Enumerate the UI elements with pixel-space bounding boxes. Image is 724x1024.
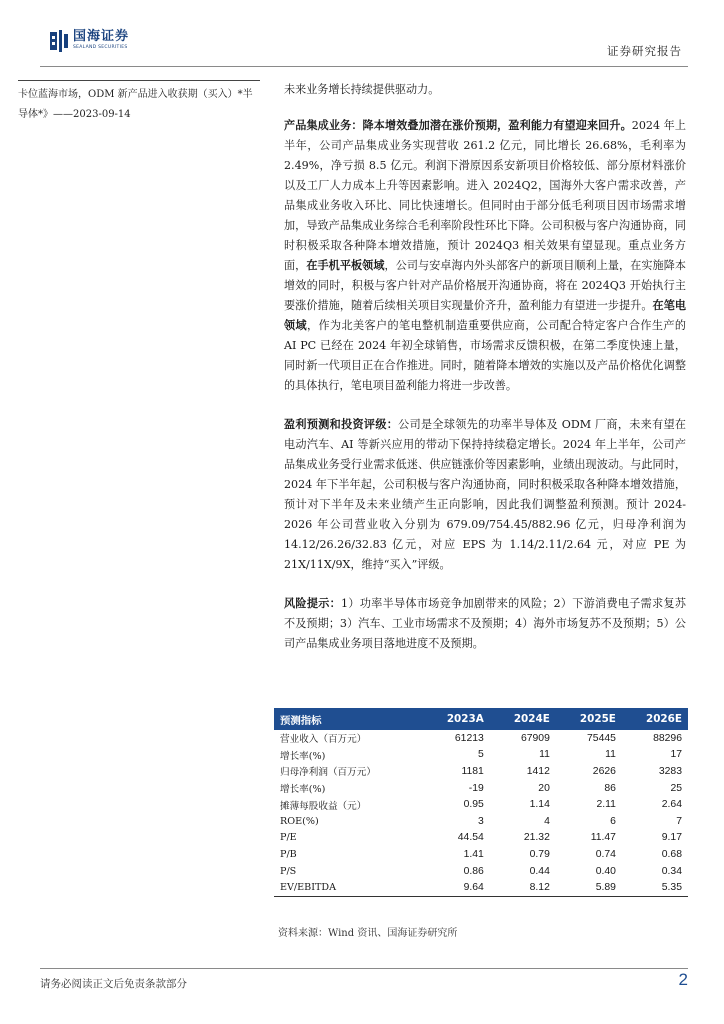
risk-heading: 风险提示：	[284, 597, 342, 610]
table-cell: 0.40	[595, 865, 616, 877]
table-cell: 44.54	[457, 832, 484, 844]
table-cell: 5.35	[622, 879, 688, 896]
disclaimer-note: 请务必阅读正文后免责条款部分	[40, 978, 187, 990]
table-cell: 1.14	[529, 799, 550, 811]
sidebar	[18, 80, 260, 125]
rating-text: 公司是全球领先的功率半导体及 ODM 厂商，未来有望在电动汽车、AI 等新兴应用的带动下保持持续稳定增长。2024 年上半年，公司产品集成业务受行业需求低迷、供应链涨价等因素影响，业绩出现波动。与此同时，2024 年下半年起，公司积极与客户沟通协商，同时积极采取各种降本增效措施，预计对下半年及未来业绩产生正向影响，因此我们调整盈利预测。预计 2024-2026 年公司营业收入分别为 679.09/754.45/882.96 亿元，归母净利润为 14.12/26.26/32.83 亿元，对应 EPS 为 1.14/2.11/2.64 元，对应 PE 为 21X/11X/9X，维持“买入”评级。	[284, 418, 686, 571]
table-cell: 21.32	[523, 832, 550, 844]
product-integration-text-c: ，作为北美客户的笔电整机制造重要供应商，公司配合特定客户合作生产的 AI PC 已经在 2024 年初全球销售，市场需求反馈积极，在第二季度快速上量，同时新一代项目正在合作推进。同时，随着降本增效的实施以及产品价格优化调整的具体执行，笔电项目盈利能力将进一步改善。	[284, 319, 686, 392]
table-cell: ROE(%)	[280, 815, 319, 827]
rating-paragraph	[284, 415, 686, 575]
logo-icon	[50, 30, 68, 52]
table-cell: 86	[604, 782, 616, 794]
table-cell: 增长率(%)	[280, 750, 326, 762]
table-cell: 25	[670, 782, 682, 794]
table-header-cell: 2023A	[422, 708, 489, 730]
product-integration-text-a: 2024 年上半年，公司产品集成业务实现营收 261.2 亿元，同比增长 26.68%，毛利率为 2.49%，净亏损 8.5 亿元。利润下滑原因系安新项目价格较低、部分原材料涨价以及工厂人力成本上升等因素影响。进入 2024Q2，国海外大客户需求改善，产品集成业务收入环比、同比快速增长。但同时由于部分低毛利项目因市场需求增加，导致产品集成业务综合毛利率阶段性环比下降。公司积极与客户沟通协商，同时积极采取各种降本增效措施，预计 2024Q3 相关效果有望显现。重点业务方面，	[284, 119, 686, 272]
report-type: 证券研究报告	[607, 44, 682, 58]
table-cell: 0.44	[529, 865, 550, 877]
table-cell: 1.41	[463, 848, 484, 860]
logo-en: SEALAND SECURITIES	[73, 45, 128, 50]
company-logo	[50, 30, 129, 52]
table-cell: 11	[539, 749, 550, 761]
risk-text: 1）功率半导体市场竞争加剧带来的风险；2）下游消费电子需求复苏不及预期；3）汽车、工业市场需求不及预期；4）海外市场复苏不及预期；5）公司产品集成业务项目落地进度不及预期。	[284, 597, 686, 650]
table-cell: 11	[605, 749, 616, 761]
table-cell: 2.64	[661, 799, 682, 811]
table-cell: 3283	[658, 765, 682, 777]
page-header	[40, 26, 688, 66]
table-source: 资料来源：Wind 资讯、国海证券研究所	[278, 928, 458, 939]
table-row	[274, 747, 688, 764]
table-header-row	[274, 708, 688, 730]
table-row	[274, 863, 688, 880]
tablet-label: 在手机平板领域	[306, 259, 385, 272]
main-content	[284, 80, 686, 654]
table-cell: 75445	[587, 732, 616, 744]
table-cell: 营业收入（百万元）	[280, 734, 367, 746]
table-cell: 0.68	[661, 848, 682, 860]
table-cell: 7	[676, 815, 682, 827]
table-cell: 2626	[592, 765, 616, 777]
table-cell: P/E	[280, 832, 297, 844]
table-header-cell: 预测指标	[274, 708, 422, 730]
table-cell: 67909	[520, 732, 550, 744]
risk-paragraph	[284, 594, 686, 654]
table-cell: 9.17	[661, 832, 682, 844]
table-cell: 11.47	[590, 832, 616, 844]
table-cell: 0.34	[661, 865, 682, 877]
table-cell: 0.86	[463, 865, 484, 877]
table-cell: 17	[670, 749, 682, 761]
table-row	[274, 879, 688, 896]
table-row	[274, 813, 688, 830]
rating-heading: 盈利预测和投资评级：	[284, 418, 399, 431]
sidebar-divider	[18, 80, 260, 81]
page-number: 2	[678, 970, 688, 989]
table-cell: 1412	[526, 765, 550, 777]
table-cell: 20	[538, 782, 550, 794]
forecast-table	[274, 708, 688, 897]
table-cell: 4	[544, 815, 550, 827]
related-report-link[interactable]: 卡位蓝海市场，ODM 新产品进入收获期（买入）*半导体*》——2023-09-14	[18, 89, 253, 120]
table-cell: 增长率(%)	[280, 784, 326, 796]
footer-divider	[40, 968, 688, 969]
table-row	[274, 763, 688, 780]
product-integration-heading: 产品集成业务：降本增效叠加潜在涨价预期，盈利能力有望迎来回升。	[284, 119, 632, 132]
table-cell: -19	[468, 782, 484, 794]
table-cell: 61213	[454, 732, 484, 744]
table-cell: 归母净利润（百万元）	[280, 767, 376, 779]
table-cell: 8.12	[490, 879, 556, 896]
table-cell: 5	[478, 749, 484, 761]
laptop-label: 在笔电领域	[284, 299, 686, 332]
table-row	[274, 796, 688, 813]
table-header-cell: 2026E	[622, 708, 688, 730]
table-cell: 1181	[461, 765, 484, 777]
table-header-cell: 2025E	[556, 708, 622, 730]
logo-cn: 国海证券	[73, 29, 130, 44]
table-cell: 2.11	[596, 799, 616, 811]
table-cell: 摊薄每股收益（元）	[280, 800, 367, 812]
table-cell: 0.79	[529, 848, 550, 860]
table-cell: P/S	[280, 865, 297, 877]
intro-tail: 未来业务增长持续提供驱动力。	[284, 83, 440, 96]
table-row	[274, 730, 688, 747]
header-divider	[40, 66, 688, 67]
table-cell: 88296	[653, 732, 682, 744]
table-row	[274, 846, 688, 863]
table-row	[274, 830, 688, 847]
table-cell: 0.74	[595, 848, 616, 860]
table-cell: 5.89	[556, 879, 622, 896]
table-cell: 0.95	[463, 799, 484, 811]
product-integration-text-b: ，公司与安卓海内外头部客户的新项目顺利上量，在实施降本增效的同时，积极与客户针对产品价格展开沟通协商，将在 2024Q3 开始执行主要涨价措施，随着后续相关项目实现量价齐升，盈利能力有望进一步提升。	[284, 259, 686, 312]
table-header-cell: 2024E	[490, 708, 556, 730]
table-cell: 3	[478, 815, 484, 827]
table-row	[274, 780, 688, 797]
table-cell: 9.64	[422, 879, 489, 896]
table-cell: EV/EBITDA	[274, 879, 422, 896]
table-cell: P/B	[280, 848, 297, 860]
table-cell: 6	[610, 815, 616, 827]
product-integration-paragraph	[284, 116, 686, 396]
